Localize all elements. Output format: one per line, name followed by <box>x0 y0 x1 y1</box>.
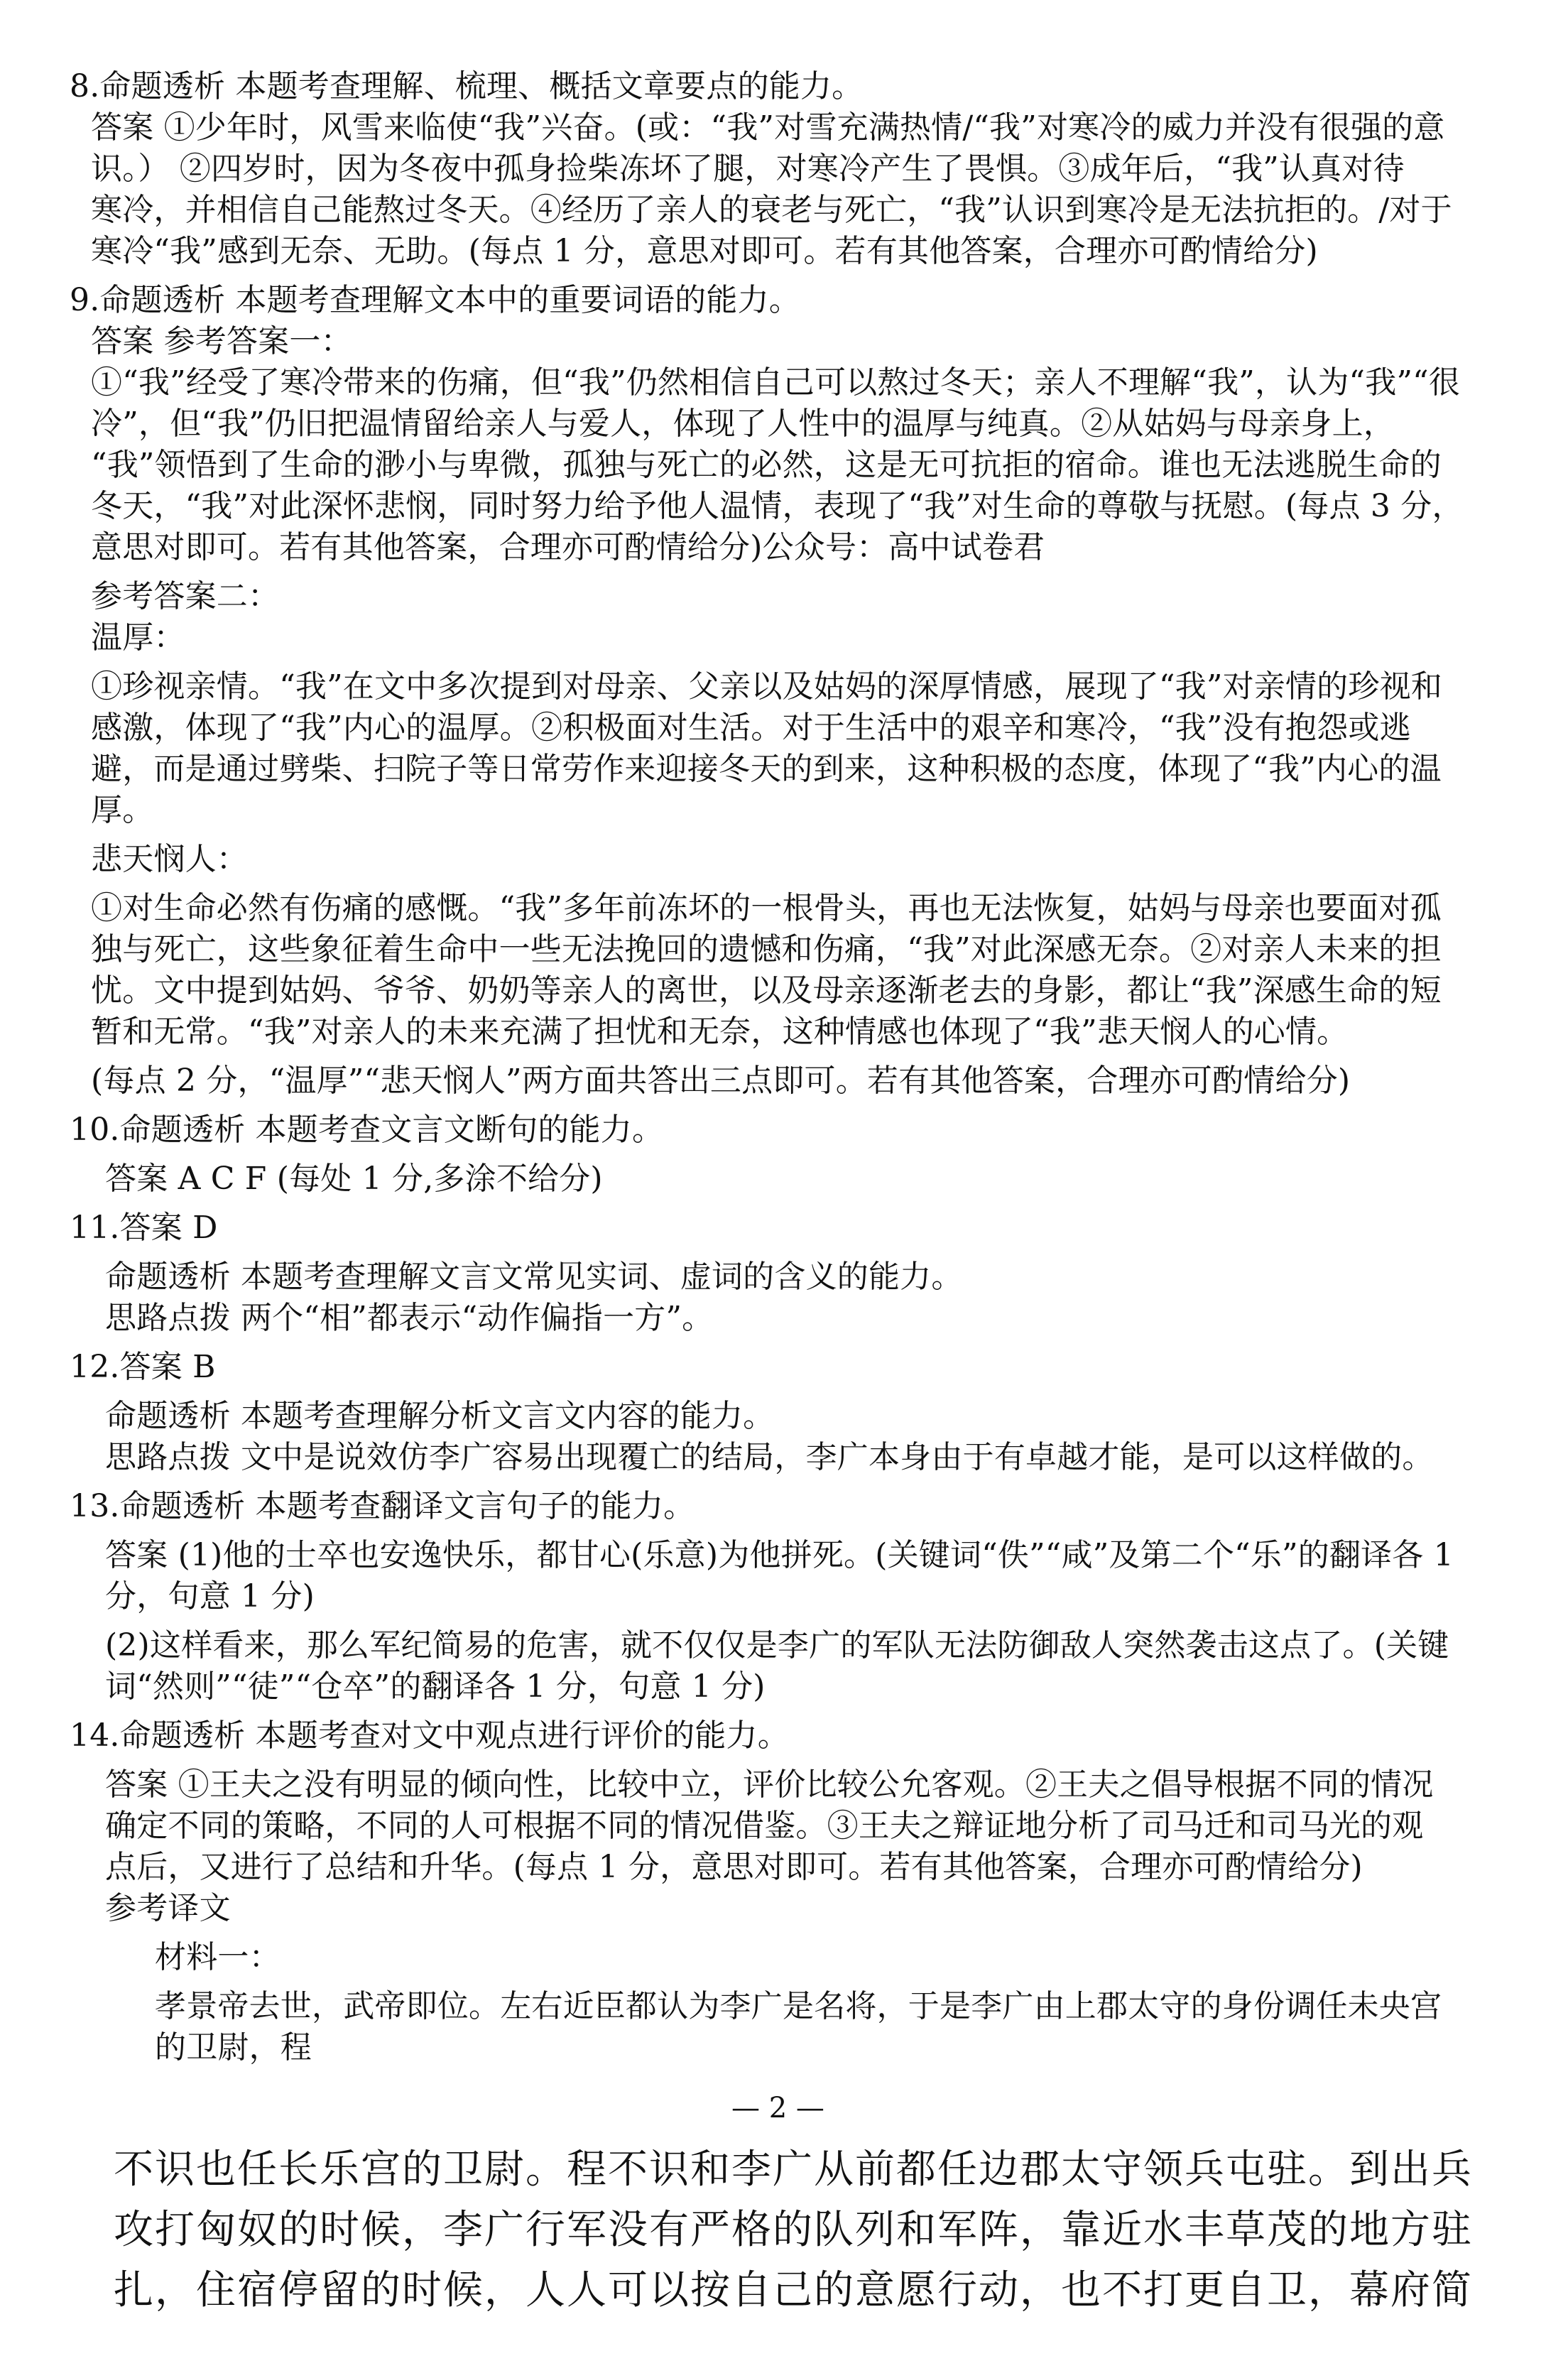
text-line: 避，而是通过劈柴、扫院子等日常劳作来迎接冬天的到来，这种积极的态度，体现了“我”内心的温 <box>91 751 1442 787</box>
text-line: 思路点拨 文中是说效仿李广容易出现覆亡的结局，李广本身由于有卓越才能，是可以这样做的。 <box>105 1439 1434 1475</box>
overflow-text-line: 攻打匈奴的时候，李广行军没有严格的队列和军阵，靠近水丰草茂的地方驻 <box>114 2207 1473 2253</box>
text-line: 孝景帝去世，武帝即位。左右近臣都认为李广是名将，于是李广由上郡太守的身份调任未央宫 <box>155 1988 1442 2024</box>
text-line: 忧。文中提到姑妈、爷爷、奶奶等亲人的离世，以及母亲逐渐老去的身影，都让“我”深感生命的短 <box>91 972 1442 1009</box>
text-line: “我”领悟到了生命的渺小与卑微，孤独与死亡的必然，这是无可抗拒的宿命。谁也无法逃脱生命的 <box>91 447 1442 483</box>
text-line: 参考答案二： <box>91 578 280 614</box>
text-line: 答案 ①王夫之没有明显的倾向性，比较中立，评价比较公允客观。②王夫之倡导根据不同的情况 <box>105 1766 1434 1803</box>
q14-heading: 14.命题透析 本题考查对文中观点进行评价的能力。 <box>70 1717 789 1754</box>
text-line: 思路点拨 两个“相”都表示“动作偏指一方”。 <box>105 1300 714 1336</box>
text-line: 分，句意 1 分) <box>105 1578 315 1614</box>
page-number: — 2 — <box>731 2092 824 2124</box>
text-line: 暂和无常。“我”对亲人的未来充满了担忧和无奈，这种情感也体现了“我”悲天悯人的心情。 <box>91 1014 1349 1050</box>
q9-heading: 9.命题透析 本题考查理解文本中的重要词语的能力。 <box>70 282 800 318</box>
subheading: 悲天悯人： <box>91 841 248 877</box>
text-line: 答案 ①少年时，风雪来临使“我”兴奋。(或：“我”对雪充满热情/“我”对寒冷的威力并没有很强的意 <box>91 109 1445 146</box>
text-line: 寒冷“我”感到无奈、无助。(每点 1 分，意思对即可。若有其他答案，合理亦可酌情给分) <box>91 233 1318 269</box>
text-line: 厚。 <box>91 792 154 828</box>
text-line: 识。） ②四岁时，因为冬夜中孤身捡柴冻坏了腿，对寒冷产生了畏惧。③成年后，“我”认真对待 <box>91 151 1405 187</box>
text-line: 词“然则”“徒”“仓卒”的翻译各 1 分，句意 1 分) <box>105 1668 766 1705</box>
text-line: 答案 参考答案一： <box>91 323 352 359</box>
text-line: 寒冷，并相信自己能熬过冬天。④经历了亲人的衰老与死亡，“我”认识到寒冷是无法抗拒的。/对于 <box>91 192 1452 228</box>
text-line: 冬天，“我”对此深怀悲悯，同时努力给予他人温情，表现了“我”对生命的尊敬与抚慰。(每点 3 分， <box>91 488 1464 524</box>
q11-heading: 11.答案 D <box>70 1210 218 1246</box>
text-line: ①对生命必然有伤痛的感慨。“我”多年前冻坏的一根骨头，再也无法恢复，姑妈与母亲也要面对孤 <box>91 890 1442 926</box>
subheading: 参考译文 <box>105 1890 231 1926</box>
text-line: ①“我”经受了寒冷带来的伤痛，但“我”仍然相信自己可以熬过冬天；亲人不理解“我”，认为“我”“很 <box>91 364 1461 401</box>
q8-heading: 8.命题透析 本题考查理解、梳理、概括文章要点的能力。 <box>70 68 864 104</box>
text-line: 独与死亡，这些象征着生命中一些无法挽回的遗憾和伤痛，“我”对此深感无奈。②对亲人未来的担 <box>91 931 1442 967</box>
text-line: 点后，又进行了总结和升华。(每点 1 分，意思对即可。若有其他答案，合理亦可酌情给分) <box>105 1849 1363 1885</box>
text-line: 意思对即可。若有其他答案，合理亦可酌情给分)公众号：高中试卷君 <box>91 529 1045 565</box>
q10-heading: 10.命题透析 本题考查文言文断句的能力。 <box>70 1112 664 1148</box>
subheading: 温厚： <box>91 619 185 656</box>
q12-heading: 12.答案 B <box>70 1349 216 1385</box>
overflow-text-line: 不识也任长乐宫的卫尉。程不识和李广从前都任边郡太守领兵屯驻。到出兵 <box>114 2146 1473 2193</box>
text-line: 的卫尉，程 <box>155 2029 312 2066</box>
text-line: 答案 (1)他的士卒也安逸快乐，都甘心(乐意)为他拼死。(关键词“佚”“咸”及第二个“乐”的翻译各 1 <box>105 1537 1454 1573</box>
subheading: 材料一： <box>155 1939 281 1975</box>
text-line: (每点 2 分，“温厚”“悲天悯人”两方面共答出三点即可。若有其他答案，合理亦可酌情给分) <box>91 1063 1351 1099</box>
text-line: 答案 A C F (每处 1 分,多涂不给分) <box>105 1161 603 1197</box>
text-line: 感激，体现了“我”内心的温厚。②积极面对生活。对于生活中的艰辛和寒冷，“我”没有抱怨或逃 <box>91 710 1411 746</box>
text-line: 冷”，但“我”仍旧把温情留给亲人与爱人，体现了人性中的温厚与纯真。②从姑妈与母亲身上， <box>91 406 1395 442</box>
text-line: (2)这样看来，那么军纪简易的危害，就不仅仅是李广的军队无法防御敌人突然袭击这点了。(关键 <box>105 1627 1449 1663</box>
text-line: 确定不同的策略，不同的人可根据不同的情况借鉴。③王夫之辩证地分析了司马迁和司马光的观 <box>105 1808 1424 1844</box>
text-line: 命题透析 本题考查理解分析文言文内容的能力。 <box>105 1398 775 1434</box>
q13-heading: 13.命题透析 本题考查翻译文言句子的能力。 <box>70 1488 695 1524</box>
overflow-text-line: 扎，住宿停留的时候，人人可以按自己的意愿行动，也不打更自卫，幕府简 <box>114 2267 1473 2313</box>
text-line: ①珍视亲情。“我”在文中多次提到对母亲、父亲以及姑妈的深厚情感，展现了“我”对亲情的珍视和 <box>91 668 1442 705</box>
text-line: 命题透析 本题考查理解文言文常见实词、虚词的含义的能力。 <box>105 1259 963 1295</box>
